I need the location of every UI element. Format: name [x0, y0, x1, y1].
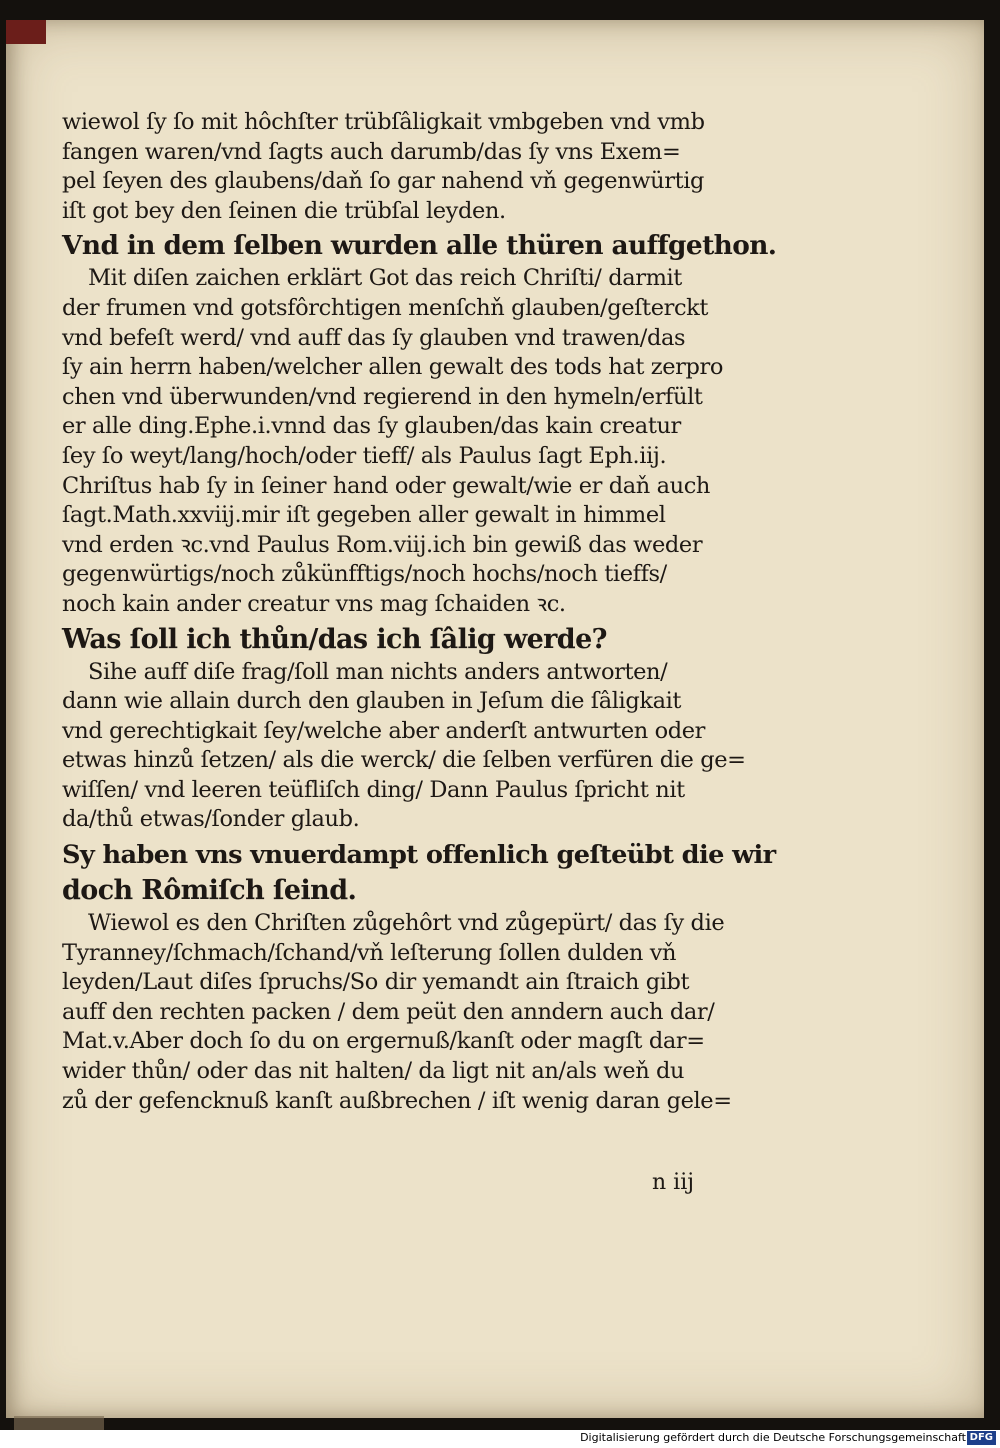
- text-line: ſy ain herrn haben/welcher allen gewalt des tods hat zerpro: [62, 354, 723, 381]
- text-line: wider thůn/ oder das nit halten/ da ligt nit an/als weň du: [62, 1058, 685, 1085]
- section-heading: doch Rômiſch ſeind.: [62, 875, 357, 907]
- text-line: fangen waren/vnd ſagts auch darumb/das ſy vns Exem=: [62, 138, 681, 165]
- page-text-block: [62, 108, 792, 1116]
- page-corner-binding: [6, 20, 46, 44]
- text-line: Tyranney/ſchmach/ſchand/vň leſterung ſollen dulden vň: [62, 939, 677, 966]
- dfg-logo: DFG: [967, 1431, 996, 1445]
- text-line: iſt got bey den ſeinen die trübſal leyden.: [62, 197, 506, 224]
- text-line: Sihe auff diſe frag/ſoll man nichts anders antworten/: [88, 658, 668, 685]
- footer-credit: Digitalisierung gefördert durch die Deutsche Forschungsgemeinschaft: [580, 1431, 966, 1444]
- text-line: pel ſeyen des glaubens/daň ſo gar nahend vň gegenwürtig: [62, 168, 705, 195]
- text-line: chen vnd überwunden/vnd regierend in den hymeln/erfült: [62, 383, 703, 410]
- text-line: wiſſen/ vnd leeren teüfliſch ding/ Dann Paulus ſpricht nit: [62, 776, 685, 803]
- text-line: leyden/Laut diſes ſpruchs/So dir yemandt ain ſtraich gibt: [62, 969, 690, 996]
- text-line: vnd erden ꝛc.vnd Paulus Rom.viij.ich bin gewiß das weder: [62, 531, 703, 558]
- text-line: etwas hinzů ſetzen/ als die werck/ die ſelben verfüren die ge=: [62, 747, 746, 774]
- text-line: Chriſtus hab ſy in ſeiner hand oder gewalt/wie er daň auch: [62, 472, 710, 499]
- text-line: Mat.v.Aber doch ſo du on ergernuß/kanſt oder magſt dar=: [62, 1028, 705, 1055]
- text-line: zů der gefencknuß kanſt außbrechen / iſt wenig daran gele=: [62, 1087, 732, 1114]
- text-line: noch kain ander creatur vns mag ſchaiden ꝛc.: [62, 590, 566, 617]
- text-line: vnd befeſt werd/ vnd auff das ſy glauben vnd trawen/das: [62, 324, 686, 351]
- text-line: der frumen vnd gotsfôrchtigen menſchň glauben/geſterckt: [62, 294, 709, 321]
- text-line: Mit diſen zaichen erklärt Got das reich Chriſti/ darmit: [88, 265, 682, 292]
- text-line: gegenwürtigs/noch zůkünfftigs/noch hochs/noch tieffs/: [62, 561, 667, 588]
- text-line: da/thů etwas/ſonder glaub.: [62, 806, 360, 833]
- text-line: er alle ding.Ephe.i.vnnd das ſy glauben/das kain creatur: [62, 413, 681, 440]
- text-line: ſagt.Math.xxviij.mir iſt gegeben aller gewalt in himmel: [62, 502, 666, 529]
- text-line: ſey ſo weyt/lang/hoch/oder tieff/ als Paulus ſagt Eph.iij.: [62, 442, 667, 469]
- section-heading: Vnd in dem ſelben wurden alle thüren auffgethon.: [62, 230, 777, 262]
- signature-mark: n iij: [652, 1170, 695, 1195]
- text-line: auff den rechten packen / dem peüt den anndern auch dar/: [62, 998, 715, 1025]
- text-line: dann wie allain durch den glauben in Jeſum die ſâligkait: [62, 688, 682, 715]
- section-heading: Sy haben vns vnuerdampt offenlich geſteübt die wir: [62, 840, 776, 871]
- text-line: vnd gerechtigkait ſey/welche aber anderſt antwurten oder: [62, 717, 705, 744]
- text-line: Wiewol es den Chriſten zůgehôrt vnd zůgepürt/ das ſy die: [88, 910, 725, 937]
- section-heading: Was ſoll ich thůn/das ich ſâlig werde?: [62, 623, 607, 655]
- text-line: wiewol ſy ſo mit hôchſter trübſâligkait vmbgeben vnd vmb: [62, 109, 705, 135]
